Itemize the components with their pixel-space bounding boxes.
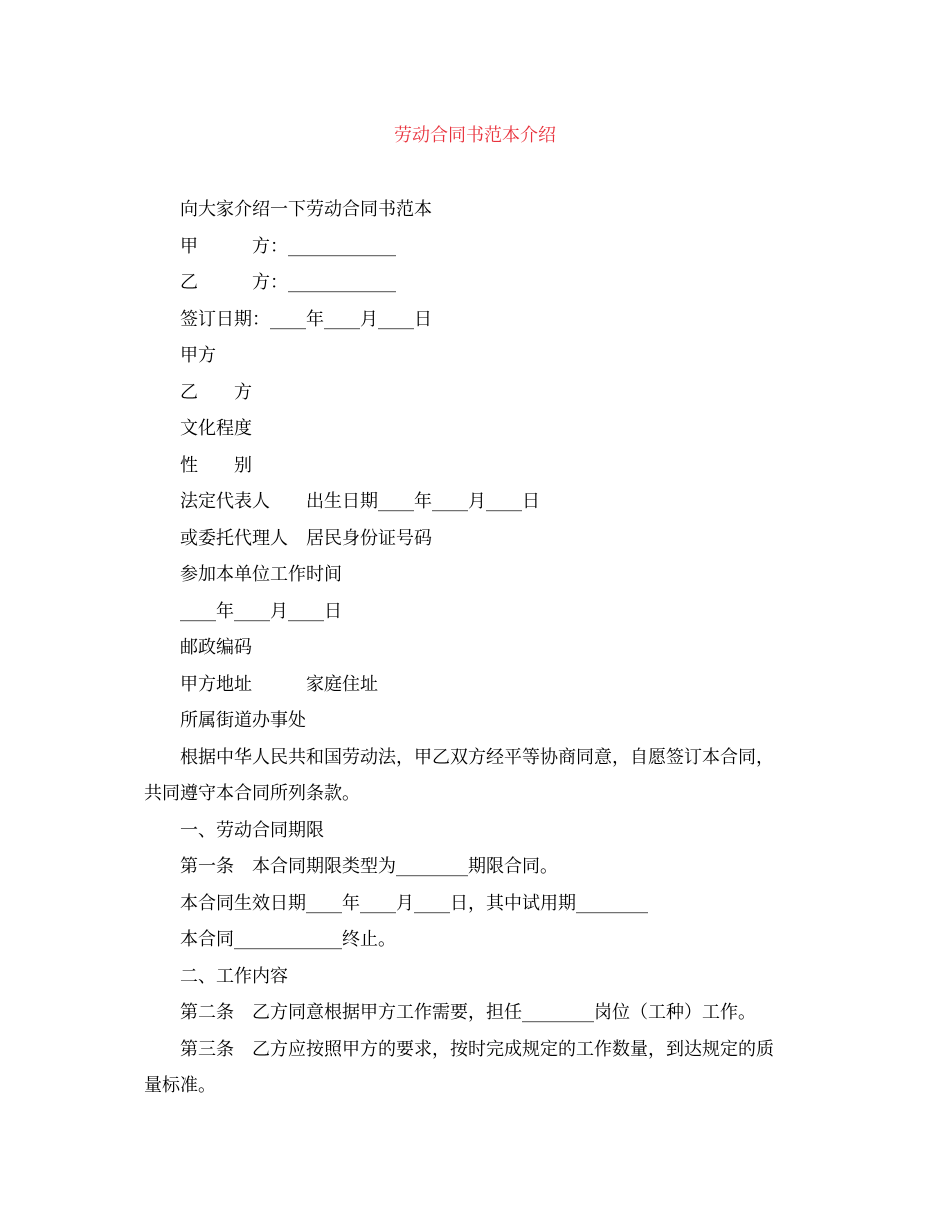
sign-date-field: 签订日期：____年____月____日 bbox=[180, 308, 432, 330]
party-b-field: 乙 方：____________ bbox=[180, 272, 396, 293]
article-1: 第一条 本合同期限类型为________期限合同。 bbox=[180, 856, 558, 877]
basis-paragraph bbox=[144, 740, 804, 813]
document-body bbox=[144, 192, 804, 1105]
article-3-line-1: 第三条 乙方应按照甲方的要求，按时完成规定的工作数量，到达规定的质 bbox=[180, 1038, 774, 1060]
termination-line: 本合同____________终止。 bbox=[180, 929, 396, 950]
article-3 bbox=[144, 1032, 804, 1105]
legal-rep-line: 法定代表人 出生日期____年____月____日 bbox=[180, 491, 540, 512]
section-heading-term: 一、劳动合同期限 bbox=[180, 819, 324, 841]
intro-line: 向大家介绍一下劳动合同书范本 bbox=[180, 199, 432, 220]
section-heading-work: 二、工作内容 bbox=[180, 965, 288, 987]
gender-label: 性 别 bbox=[180, 454, 252, 476]
effective-date-line: 本合同生效日期____年____月____日，其中试用期________ bbox=[180, 892, 648, 914]
article-3-line-2: 量标准。 bbox=[144, 1075, 216, 1096]
postcode-label: 邮政编码 bbox=[180, 637, 252, 658]
party-a-label: 甲方 bbox=[180, 345, 216, 366]
join-date-field: ____年____月____日 bbox=[180, 600, 342, 622]
document-title: 劳动合同书范本介绍 bbox=[394, 125, 556, 146]
party-a-field: 甲 方：____________ bbox=[180, 235, 396, 257]
education-label: 文化程度 bbox=[180, 418, 252, 439]
basis-paragraph-line-2: 共同遵守本合同所列条款。 bbox=[144, 783, 360, 804]
basis-paragraph-line-1: 根据中华人民共和国劳动法，甲乙双方经平等协商同意，自愿签订本合同， bbox=[180, 746, 774, 768]
join-time-label: 参加本单位工作时间 bbox=[180, 564, 342, 585]
street-office-label: 所属街道办事处 bbox=[180, 710, 306, 731]
party-b-label: 乙 方 bbox=[180, 381, 252, 403]
address-line: 甲方地址 家庭住址 bbox=[180, 673, 378, 695]
agent-line: 或委托代理人 居民身份证号码 bbox=[180, 527, 432, 549]
article-2: 第二条 乙方同意根据甲方工作需要，担任________岗位（工种）工作。 bbox=[180, 1002, 756, 1023]
